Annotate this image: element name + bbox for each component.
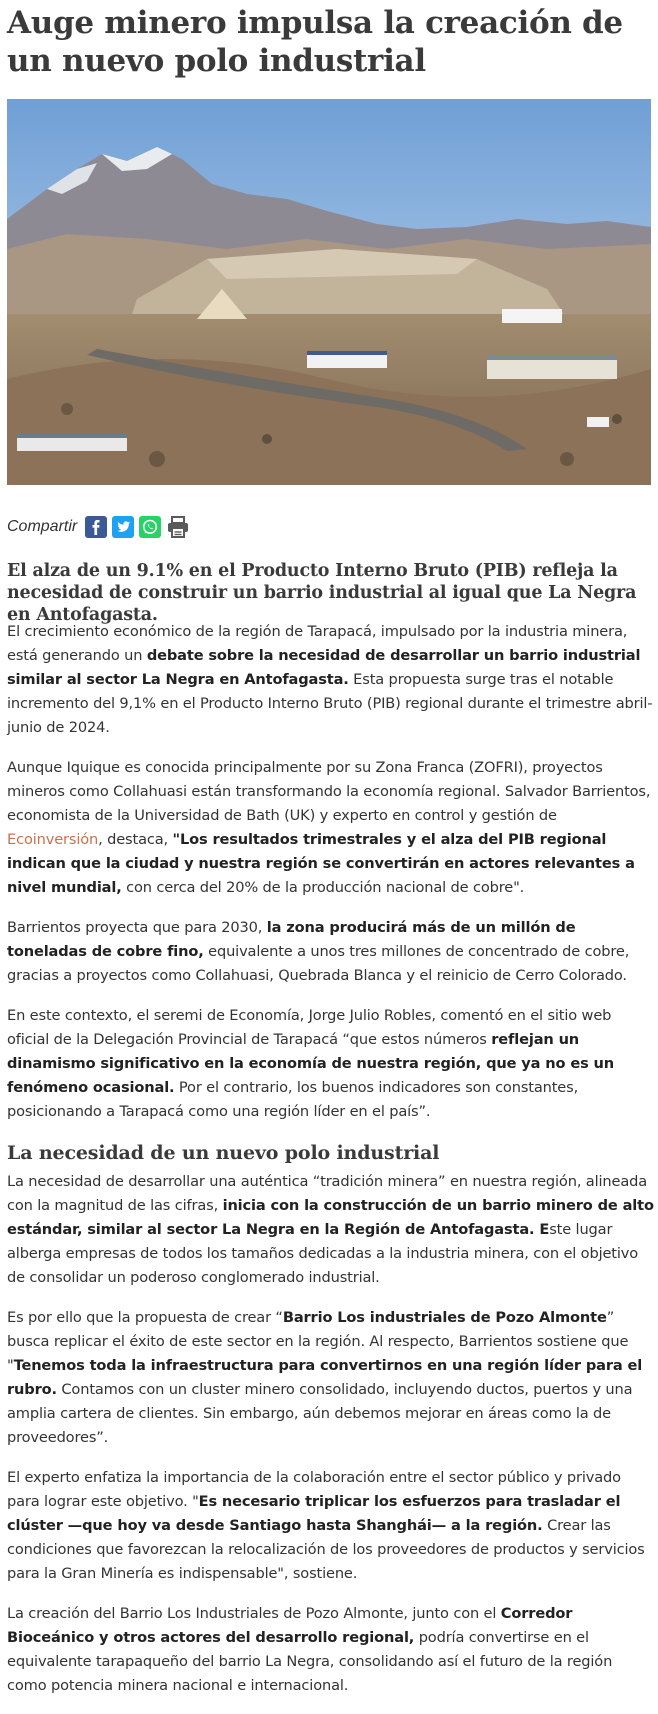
bold-text: Barrio Los industriales de Pozo Almonte [282,1309,607,1326]
bold-text: "Los resultados trimestrales y el alza del PIB regional indican que la ciudad y nuestra región se convertirán en actores relevantes a nivel mundial, [7,831,635,896]
print-icon[interactable] [166,515,190,539]
paragraph-7 [7,1466,655,1586]
share-bar [7,512,195,542]
bold-text: Corredor Bioceánico y otros actores del desarrollo regional, [7,1605,573,1646]
whatsapp-icon[interactable] [139,516,161,538]
text: La creación del Barrio Los Industriales de Pozo Almonte, junto con el [7,1605,501,1622]
text: con cerca del 20% de la producción nacional de cobre". [121,879,525,896]
text: podría convertirse en el equivalente tarapaqueño del barrio La Negra, consolidando así el futuro de la región como potencia minera nacional e internacional. [7,1629,613,1694]
bold-text: inicia con la construcción de un barrio minero de alto estándar, similar al sector La Negra en la Región de Antofagasta. E [7,1197,654,1238]
bold-text: debate sobre la necesidad de desarrollar un barrio industrial similar al sector La Negra en Antofagasta. [7,647,641,688]
text: Por el contrario, los buenos indicadores son constantes, posicionando a Tarapacá como una región líder en el país”. [7,1079,579,1120]
bold-text: Es necesario triplicar los esfuerzos para trasladar el clúster —que hoy va desde Santiago hasta Shanghái— a la región. [7,1493,621,1534]
bold-text: la zona producirá más de un millón de toneladas de cobre fino, [7,919,576,960]
paragraph-3 [7,916,655,988]
text: El crecimiento económico de la región de Tarapacá, impulsado por la industria minera, está generando un [7,623,628,664]
text: Esta propuesta surge tras el notable incremento del 9,1% en el Producto Interno Bruto (PIB) regional durante el trimestre abril-junio de 2024. [7,671,653,736]
text: Contamos con un cluster minero consolidado, incluyendo ductos, puertos y una amplia cartera de clientes. Sin embargo, aún debemos mejorar en áreas como la de proveedores”. [7,1381,633,1446]
article-body [7,620,655,1714]
facebook-icon[interactable] [85,516,107,538]
text: Es por ello que la propuesta de crear “ [7,1309,283,1326]
text: equivalente a unos tres millones de concentrado de cobre, gracias a proyectos como Collahuasi, Quebrada Blanca y el reinicio de Cerro Colorado. [7,943,630,984]
share-label: Compartir [7,518,78,535]
hero-image [7,99,651,485]
article-lead: El alza de un 9.1% en el Producto Interno Bruto (PIB) refleja la necesidad de construir un barrio industrial al igual que La Negra en Antofagasta. [7,561,637,625]
text: El experto enfatiza la importancia de la colaboración entre el sector público y privado para lograr este objetivo. " [7,1469,621,1510]
text: En este contexto, el seremi de Economía, Jorge Julio Robles, comentó en el sitio web oficial de la Delegación Provincial de Tarapacá “que estos números [7,1007,612,1048]
text: Aunque Iquique es conocida principalmente por su Zona Franca (ZOFRI), proyectos mineros como Collahuasi están transformando la economía regional. Salvador Barrientos, economista de la Universidad de Bath (UK) y experto en control y gestión de [7,759,651,824]
text: , destaca, [98,831,173,848]
text: ” busca replicar el éxito de este sector en la región. Al respecto, Barrientos sostiene que " [7,1309,629,1374]
text: Barrientos proyecta que para 2030, [7,919,267,936]
paragraph-1 [7,620,655,740]
paragraph-6 [7,1306,655,1450]
article-title: Auge minero impulsa la creación de un nuevo polo industrial [7,5,623,79]
paragraph-2 [7,756,655,900]
section-subtitle: La necesidad de un nuevo polo industrial [7,1142,440,1164]
text: Crear las condiciones que favorezcan la relocalización de los proveedores de productos y servicios para la Gran Minería es indispensable", sostiene. [7,1517,645,1582]
bold-text: reflejan un dinamismo significativo en la economía de nuestra región, que ya no es un fenómeno ocasional. [7,1031,615,1096]
article [7,0,654,1694]
text: La necesidad de desarrollar una auténtica “tradición minera” en nuestra región, alineada con la magnitud de las cifras, [7,1173,648,1214]
paragraph-8 [7,1602,655,1698]
paragraph-5 [7,1170,655,1290]
twitter-icon[interactable] [112,516,134,538]
text: ste lugar alberga empresas de todos los tamaños dedicadas a la industria minera, con el objetivo de consolidar un poderoso conglomerado industrial. [7,1221,639,1286]
bold-text: Tenemos toda la infraestructura para convertirnos en una región líder para el rubro. [7,1357,643,1398]
paragraph-4 [7,1004,655,1124]
ecoinversion-link[interactable]: Ecoinversión [7,831,99,848]
